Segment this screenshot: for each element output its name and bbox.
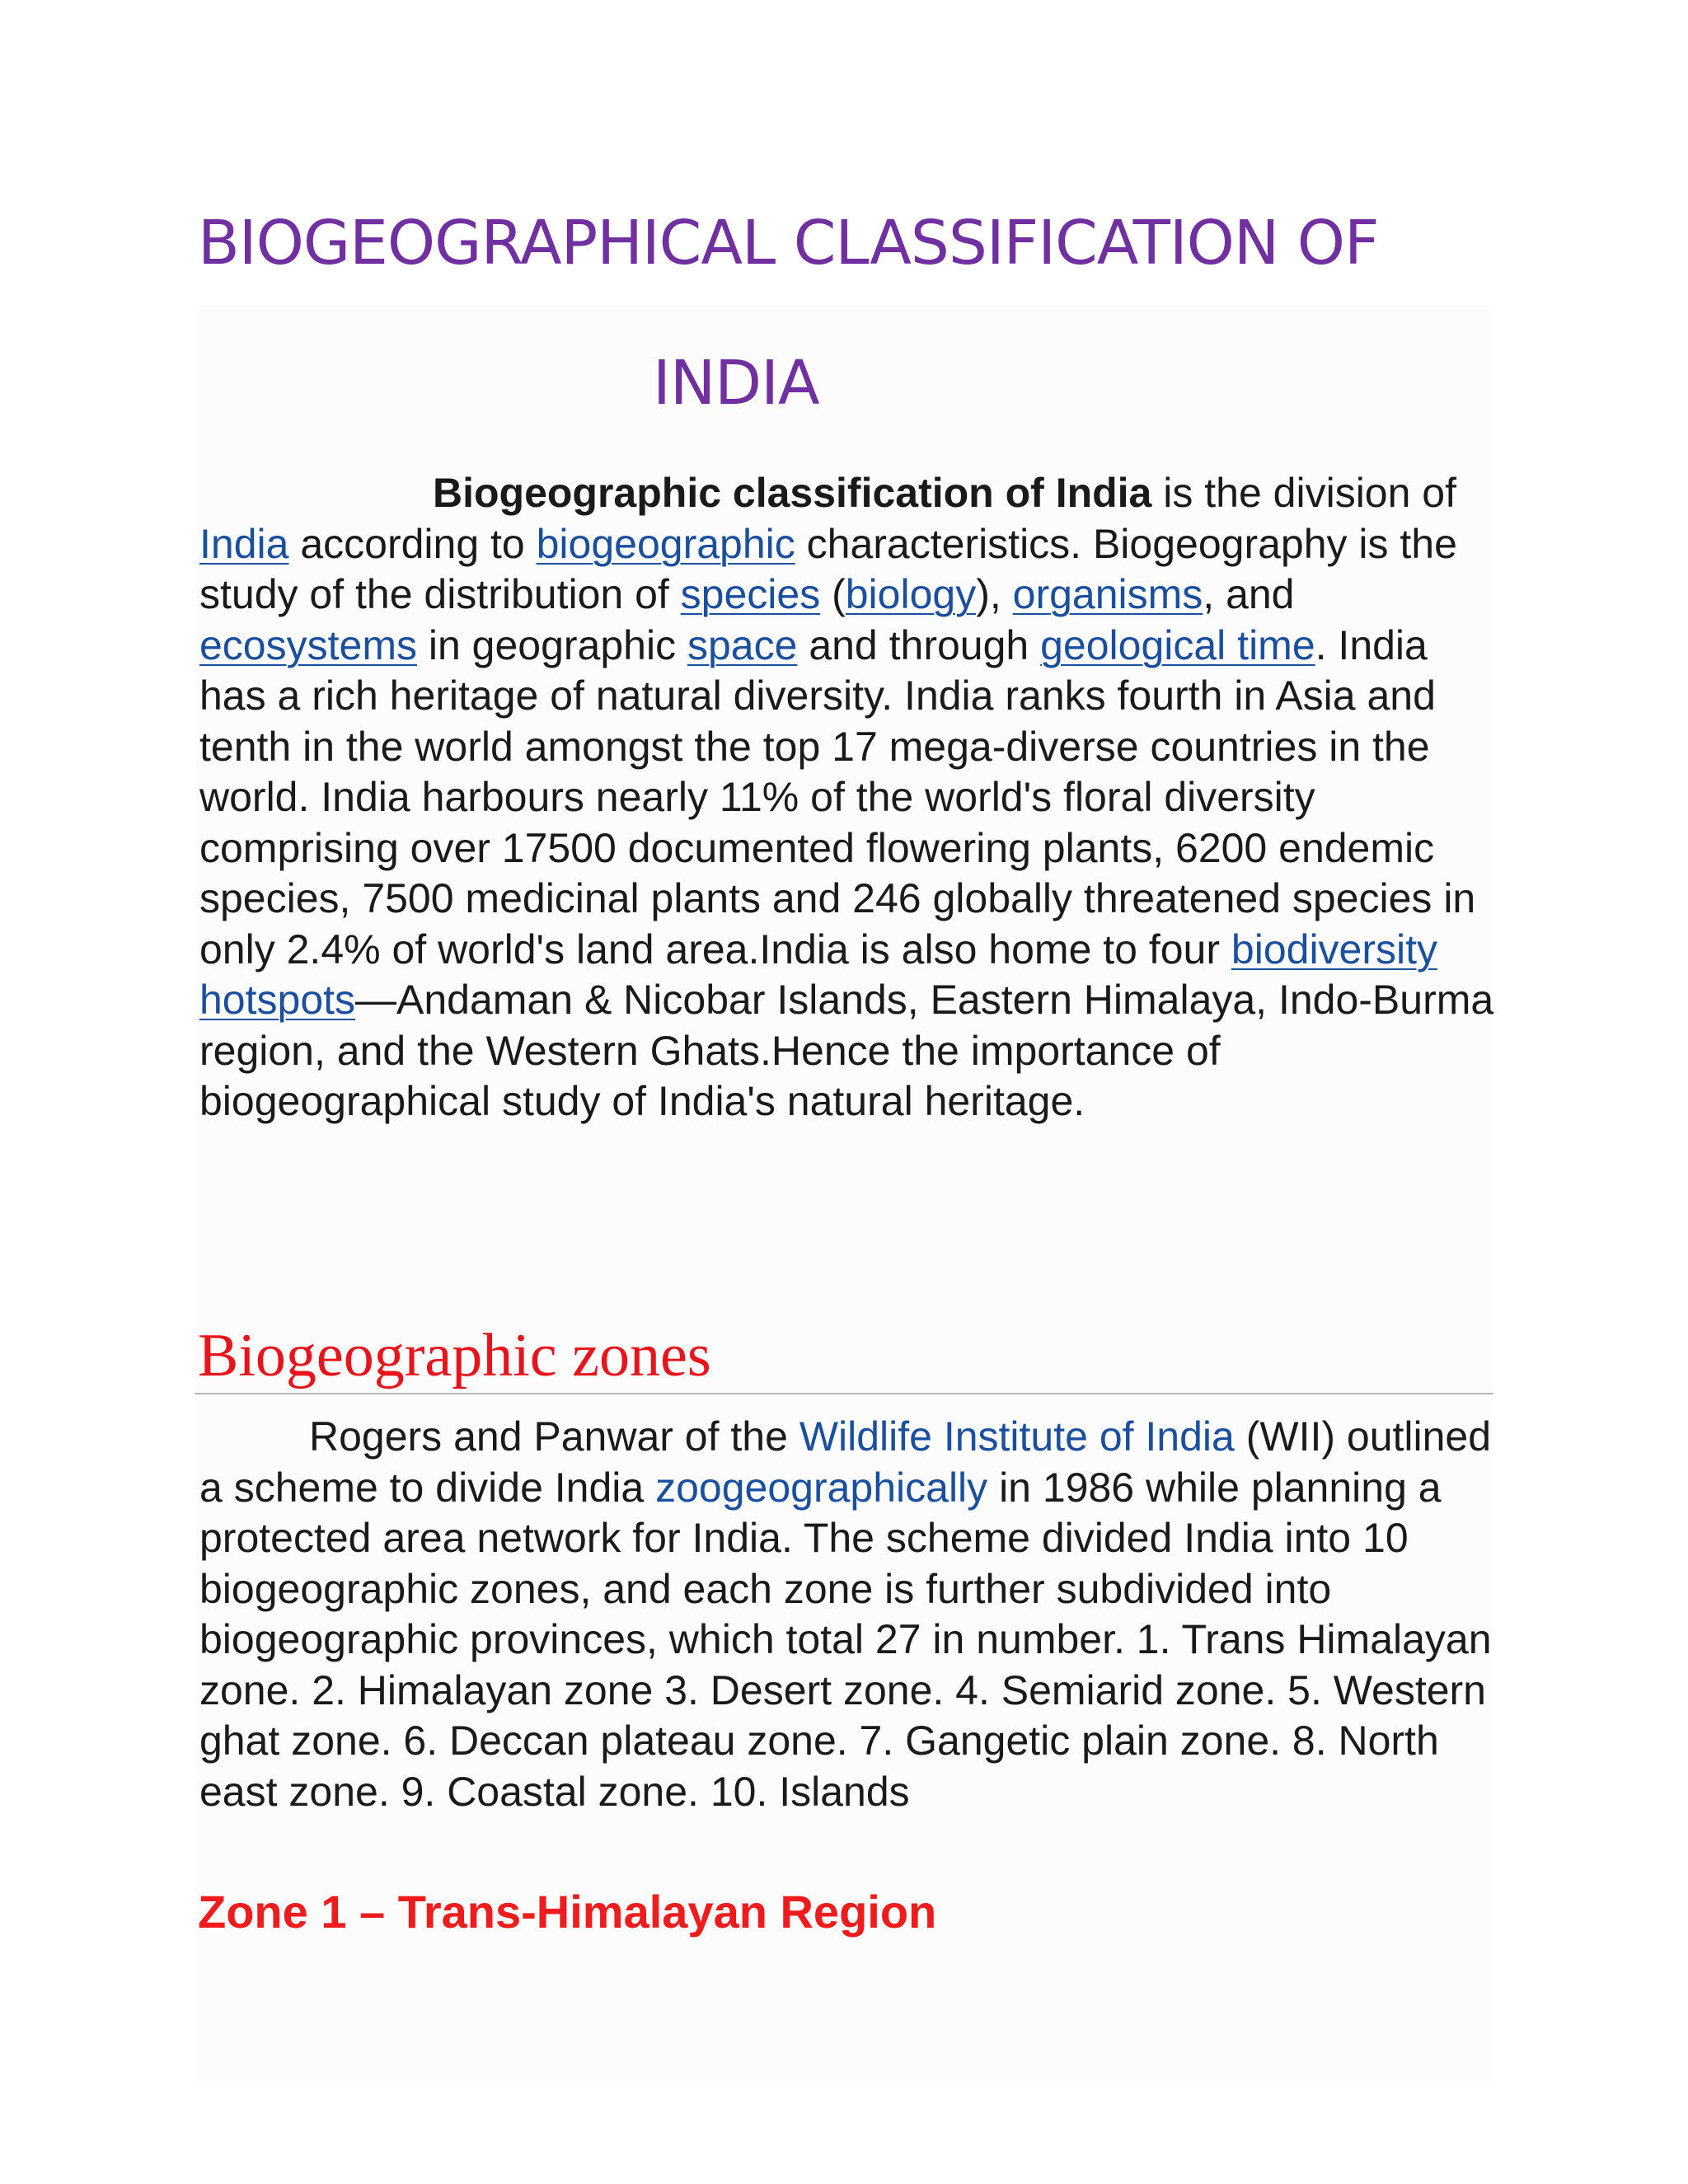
section-heading-biogeographic-zones: Biogeographic zones <box>198 1322 711 1390</box>
link-organisms[interactable]: organisms <box>1012 571 1203 617</box>
section-divider <box>195 1393 1493 1394</box>
intro-text: in geographic <box>416 621 687 668</box>
intro-text: , and <box>1203 571 1295 617</box>
intro-text: ), <box>976 571 1013 617</box>
page-title-line-2: INDIA <box>653 348 819 419</box>
zones-text: in 1986 while planning a protected area network for India. The scheme divided India into 10 biogeographic zones, and each zone is further subdivided into biogeographic provinces, which total 27 in number. 1. Trans Himalayan zone. 2. Himalayan zone 3. Desert zone. 4. Semiarid zone. 5. Western ghat zone. 6. Deccan plateau zone. 7. Gangetic plain zone. 8. North east zone. 9. Coastal zone. 10. Islands <box>199 1464 1492 1815</box>
link-zoogeographically[interactable]: zoogeographically <box>655 1464 988 1511</box>
zones-text: Rogers and Panwar of the <box>309 1413 799 1460</box>
zones-text: (WII) outlined a scheme to divide India <box>199 1413 1492 1511</box>
intro-text: ( <box>820 571 846 617</box>
intro-text: is the division of <box>1151 470 1457 516</box>
link-species[interactable]: species <box>680 571 821 617</box>
link-india[interactable]: India <box>199 520 289 567</box>
link-ecosystems[interactable]: ecosystems <box>199 621 417 668</box>
intro-paragraph <box>199 468 1498 1127</box>
intro-text: —Andaman & Nicobar Islands, Eastern Himalaya, Indo-Burma region, and the Western Ghats.Hence the importance of biogeographical study of India's natural heritage. <box>199 977 1494 1124</box>
link-biogeographic[interactable]: biogeographic <box>536 520 795 567</box>
zones-paragraph <box>199 1412 1498 1817</box>
zone-1-heading: Zone 1 – Trans-Himalayan Region <box>198 1886 937 1938</box>
link-biodiversity-hotspots[interactable]: biodiversity hotspots <box>199 926 1438 1023</box>
link-biology[interactable]: biology <box>845 571 977 617</box>
intro-text: . India has a rich heritage of natural diversity. India ranks fourth in Asia and tenth in the world amongst the top 17 mega-diverse countries in the world. India harbours nearly 11% of the world's floral diversity comprising over 17500 documented flowering plants, 6200 endemic species, 7500 medicinal plants and 246 globally threatened species in only 2.4% of world's land area.India is also home to four <box>199 621 1476 972</box>
link-space[interactable]: space <box>687 621 798 668</box>
intro-lead-bold: Biogeographic classification of India <box>433 470 1152 516</box>
intro-text: according to <box>288 520 537 567</box>
link-geological-time[interactable]: geological time <box>1040 621 1315 668</box>
intro-text: and through <box>797 621 1041 668</box>
link-wildlife-institute[interactable]: Wildlife Institute of India <box>799 1413 1235 1460</box>
intro-text: characteristics. Biogeography is the study of the distribution of <box>199 520 1457 617</box>
page-title-line-1: BIOGEOGRAPHICAL CLASSIFICATION OF <box>198 208 1379 279</box>
